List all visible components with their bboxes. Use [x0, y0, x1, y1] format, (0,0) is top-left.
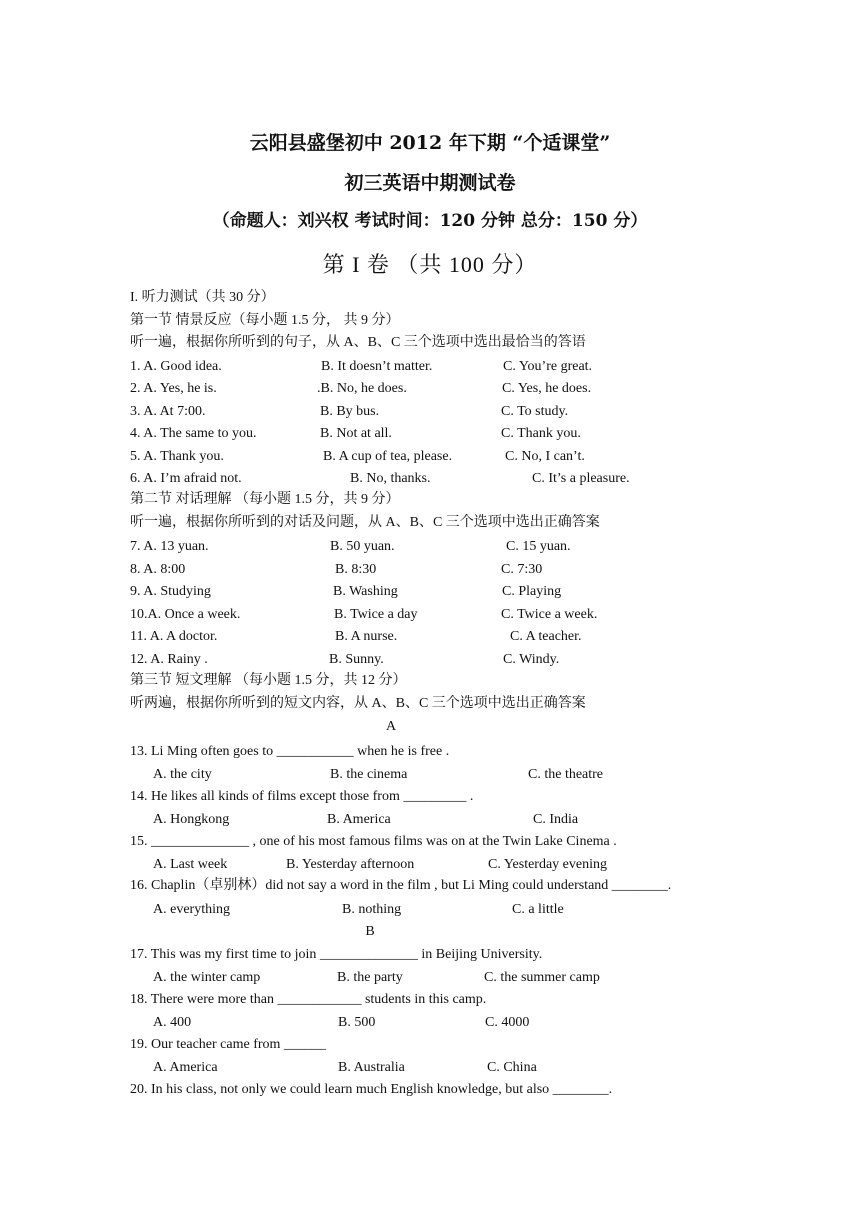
option-b: B. Sunny.	[329, 652, 384, 667]
option-a: A. Hongkong	[153, 812, 230, 827]
exam-title-info: （命题人：刘兴权 考试时间：120 分钟 总分：150 分）	[212, 211, 648, 231]
part1-heading: 第一节 情景反应（每小题 1.5 分， 共 9 分）	[130, 313, 400, 328]
question-stem: 17. This was my first time to join ______________ in Beijing University.	[130, 947, 543, 962]
option-b: .B. No, he does.	[317, 381, 407, 396]
option-b: B. the cinema	[330, 767, 408, 782]
option-a: 6. A. I’m afraid not.	[130, 471, 242, 486]
exam-title-school: 云阳县盛堡初中 2012 年下期 “个适课堂”	[249, 132, 611, 154]
option-c: C. A teacher.	[510, 629, 582, 644]
option-b: B. 50 yuan.	[330, 539, 395, 554]
option-c: C. Yesterday evening	[488, 857, 607, 872]
option-a: A. Last week	[153, 857, 228, 872]
question-stem: 16. Chaplin（卓别林）did not say a word in the film , but Li Ming could understand ________.	[130, 878, 672, 893]
section-heading: I. 听力测试（共 30 分）	[130, 290, 275, 305]
option-c: C. It’s a pleasure.	[532, 471, 630, 486]
option-c: C. 15 yuan.	[506, 539, 571, 554]
option-c: C. Windy.	[503, 652, 560, 667]
option-b: B. America	[327, 812, 391, 827]
option-b: B. 8:30	[335, 562, 377, 577]
option-a: 12. A. Rainy .	[130, 652, 208, 667]
passage-label-a: A	[385, 719, 397, 734]
option-b: B. A cup of tea, please.	[323, 449, 453, 464]
option-c: C. Twice a week.	[501, 607, 598, 622]
option-c: C. Yes, he does.	[502, 381, 592, 396]
option-c: C. You’re great.	[503, 359, 593, 374]
part3-instruction: 听两遍，根据你所听到的短文内容，从 A、B、C 三个选项中选出正确答案	[130, 696, 586, 711]
option-a: 10.A. Once a week.	[130, 607, 241, 622]
option-c: C. India	[533, 812, 579, 827]
option-b: B. Yesterday afternoon	[286, 857, 415, 872]
option-a: 7. A. 13 yuan.	[130, 539, 209, 554]
option-a: 3. A. At 7:00.	[130, 404, 206, 419]
exam-title-subject: 初三英语中期测试卷	[344, 172, 516, 194]
option-a: 11. A. A doctor.	[130, 629, 218, 644]
question-stem: 14. He likes all kinds of films except those from _________ .	[130, 789, 474, 804]
option-c: C. 7:30	[501, 562, 543, 577]
option-a: A. America	[153, 1060, 218, 1075]
option-b: B. Australia	[338, 1060, 405, 1075]
option-a: A. the city	[153, 767, 212, 782]
option-b: B. Washing	[333, 584, 398, 599]
option-c: C. the theatre	[528, 767, 604, 782]
option-a: A. everything	[153, 902, 230, 917]
option-b: B. Not at all.	[320, 426, 392, 441]
question-stem: 18. There were more than ____________ students in this camp.	[130, 992, 487, 1007]
option-c: C. 4000	[485, 1015, 530, 1030]
option-c: C. To study.	[501, 404, 569, 419]
option-a: 4. A. The same to you.	[130, 426, 257, 441]
option-a: 2. A. Yes, he is.	[130, 381, 217, 396]
option-b: B. No, thanks.	[350, 471, 431, 486]
option-b: B. the party	[337, 970, 403, 985]
option-a: 8. A. 8:00	[130, 562, 186, 577]
option-a: A. 400	[153, 1015, 192, 1030]
volume-heading: 第 I 卷 （共 100 分）	[322, 252, 538, 277]
option-b: B. A nurse.	[335, 629, 398, 644]
question-stem: 15. ______________ , one of his most famous films was on at the Twin Lake Cinema .	[130, 834, 617, 849]
option-c: C. the summer camp	[484, 970, 600, 985]
option-c: C. No, I can’t.	[505, 449, 585, 464]
option-a: 9. A. Studying	[130, 584, 211, 599]
question-stem: 13. Li Ming often goes to ___________ when he is free .	[130, 744, 450, 759]
option-c: C. a little	[512, 902, 564, 917]
part1-instruction: 听一遍，根据你所听到的句子，从 A、B、C 三个选项中选出最恰当的答语	[130, 335, 586, 350]
passage-label-b: B	[365, 924, 375, 939]
option-a: A. the winter camp	[153, 970, 261, 985]
option-b: B. nothing	[342, 902, 402, 917]
part2-heading: 第二节 对话理解 （每小题 1.5 分，共 9 分）	[130, 492, 400, 507]
option-a: 1. A. Good idea.	[130, 359, 222, 374]
option-c: C. China	[487, 1060, 537, 1075]
option-a: 5. A. Thank you.	[130, 449, 224, 464]
question-stem: 19. Our teacher came from ______	[130, 1037, 326, 1052]
part2-instruction: 听一遍，根据你所听到的对话及问题，从 A、B、C 三个选项中选出正确答案	[130, 515, 600, 530]
question-stem: 20. In his class, not only we could learn much English knowledge, but also ________.	[130, 1082, 613, 1097]
option-c: C. Thank you.	[501, 426, 581, 441]
part3-heading: 第三节 短文理解 （每小题 1.5 分，共 12 分）	[130, 673, 407, 688]
option-c: C. Playing	[502, 584, 562, 599]
option-b: B. By bus.	[320, 404, 380, 419]
option-b: B. Twice a day	[334, 607, 418, 622]
option-b: B. 500	[338, 1015, 376, 1030]
option-b: B. It doesn’t matter.	[321, 359, 433, 374]
